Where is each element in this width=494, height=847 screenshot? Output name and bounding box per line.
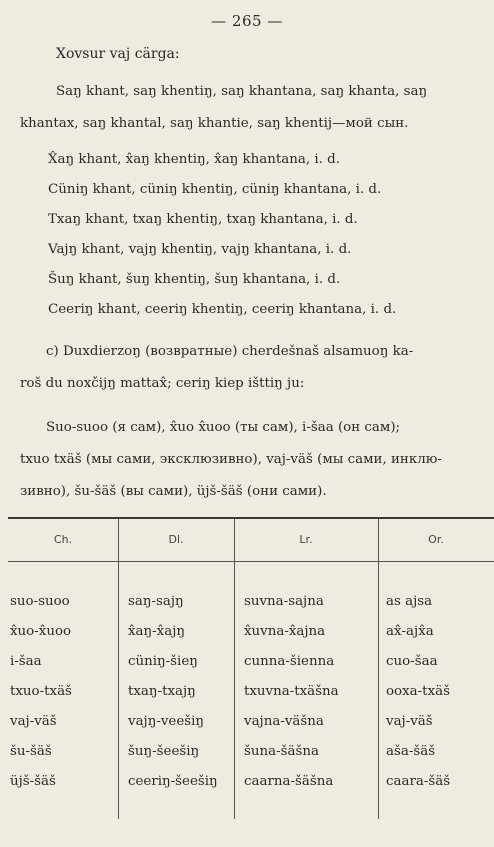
- table-cell: cuo-šaa: [386, 654, 438, 669]
- table-cell: caarna-šäšna: [244, 774, 334, 789]
- table-cell: šuŋ-šeešiŋ: [128, 744, 200, 759]
- table-cell: suvna-sajna: [244, 594, 324, 609]
- table-column-divider: [234, 519, 235, 819]
- page-number: — 265 —: [211, 12, 283, 30]
- table-cell: txaŋ-txajŋ: [128, 684, 196, 699]
- example-line: Txaŋ khant, txaŋ khentiŋ, txaŋ khantana, i. d.: [48, 212, 358, 227]
- example-line: Šuŋ khant, šuŋ khentiŋ, šuŋ khantana, i. d.: [48, 272, 341, 287]
- table-cell: txuvna-txäšna: [244, 684, 339, 699]
- pronoun-paragraph-line-1: Suo-suoo (я сам), x̂uo x̂uoo (ты сам), i-šaa (он сам);: [46, 420, 401, 435]
- table-header-ch: Ch.: [53, 533, 73, 546]
- table-cell: šu-šäš: [10, 744, 52, 759]
- pronoun-paragraph-line-3: зивно), šu-šäš (вы сами), üjš-šäš (они сами).: [20, 484, 327, 499]
- table-cell: šuna-šäšna: [244, 744, 319, 759]
- table-cell: saŋ-sajŋ: [128, 594, 184, 609]
- table-cell: aša-šäš: [386, 744, 436, 759]
- table-cell: vajŋ-veešiŋ: [128, 714, 205, 729]
- example-line: Cüniŋ khant, cüniŋ khentiŋ, cüniŋ khantana, i. d.: [48, 182, 382, 197]
- table-header-or: Or.: [428, 533, 444, 546]
- table-header-lr: Lr.: [299, 533, 313, 546]
- example-line: Vajŋ khant, vajŋ khentiŋ, vajŋ khantana, i. d.: [48, 242, 352, 257]
- example-line: X̂aŋ khant, x̂aŋ khentiŋ, x̂aŋ khantana, i. d.: [48, 152, 341, 167]
- table-cell: x̂uvna-x̂ajna: [244, 624, 326, 639]
- table-cell: cüniŋ-šieŋ: [128, 654, 198, 669]
- intro-paragraph-line-2: khantax, saŋ khantal, saŋ khantie, saŋ khentij—мой сын.: [20, 116, 409, 131]
- section-c-line-2: roš du noxčijŋ mattax̂; ceriŋ kiep išttiŋ ju:: [20, 376, 305, 391]
- table-cell: ax̂-ajx̂a: [386, 624, 434, 639]
- table-cell: x̂aŋ-x̂ajŋ: [128, 624, 185, 639]
- table-cell: suo-suoo: [10, 594, 70, 609]
- table-cell: caara-šäš: [386, 774, 451, 789]
- table-cell: vaj-väš: [386, 714, 433, 729]
- table-cell: ceeriŋ-šeešiŋ: [128, 774, 218, 789]
- section-heading: Xovsur vaj cärga:: [56, 46, 180, 62]
- table-cell: i-šaa: [10, 654, 42, 669]
- example-line: Ceeriŋ khant, ceeriŋ khentiŋ, ceeriŋ khantana, i. d.: [48, 302, 397, 317]
- table-column-divider: [118, 519, 119, 819]
- table-cell: txuo-txäš: [10, 684, 72, 699]
- table-cell: vaj-väš: [10, 714, 57, 729]
- table-cell: vajna-väšna: [244, 714, 324, 729]
- table-cell: as ajsa: [386, 594, 433, 609]
- section-c-line-1: c) Duxdierzoŋ (возвратные) cherdešnaš alsamuoŋ ka-: [46, 344, 414, 359]
- table-column-divider: [378, 519, 379, 819]
- pronoun-paragraph-line-2: txuo txäš (мы сами, эксклюзивно), vaj-väš (мы сами, инклю-: [20, 452, 442, 467]
- table-top-rule: [8, 517, 494, 519]
- table-cell: ooxa-txäš: [386, 684, 450, 699]
- table-cell: cunna-šienna: [244, 654, 335, 669]
- table-cell: üjš-šäš: [10, 774, 56, 789]
- intro-paragraph-line-1: Saŋ khant, saŋ khentiŋ, saŋ khantana, saŋ khanta, saŋ: [56, 84, 428, 99]
- table-cell: x̂uo-x̂uoo: [10, 624, 72, 639]
- table-header-dl: Dl.: [168, 533, 184, 546]
- table-header-rule: [8, 561, 494, 562]
